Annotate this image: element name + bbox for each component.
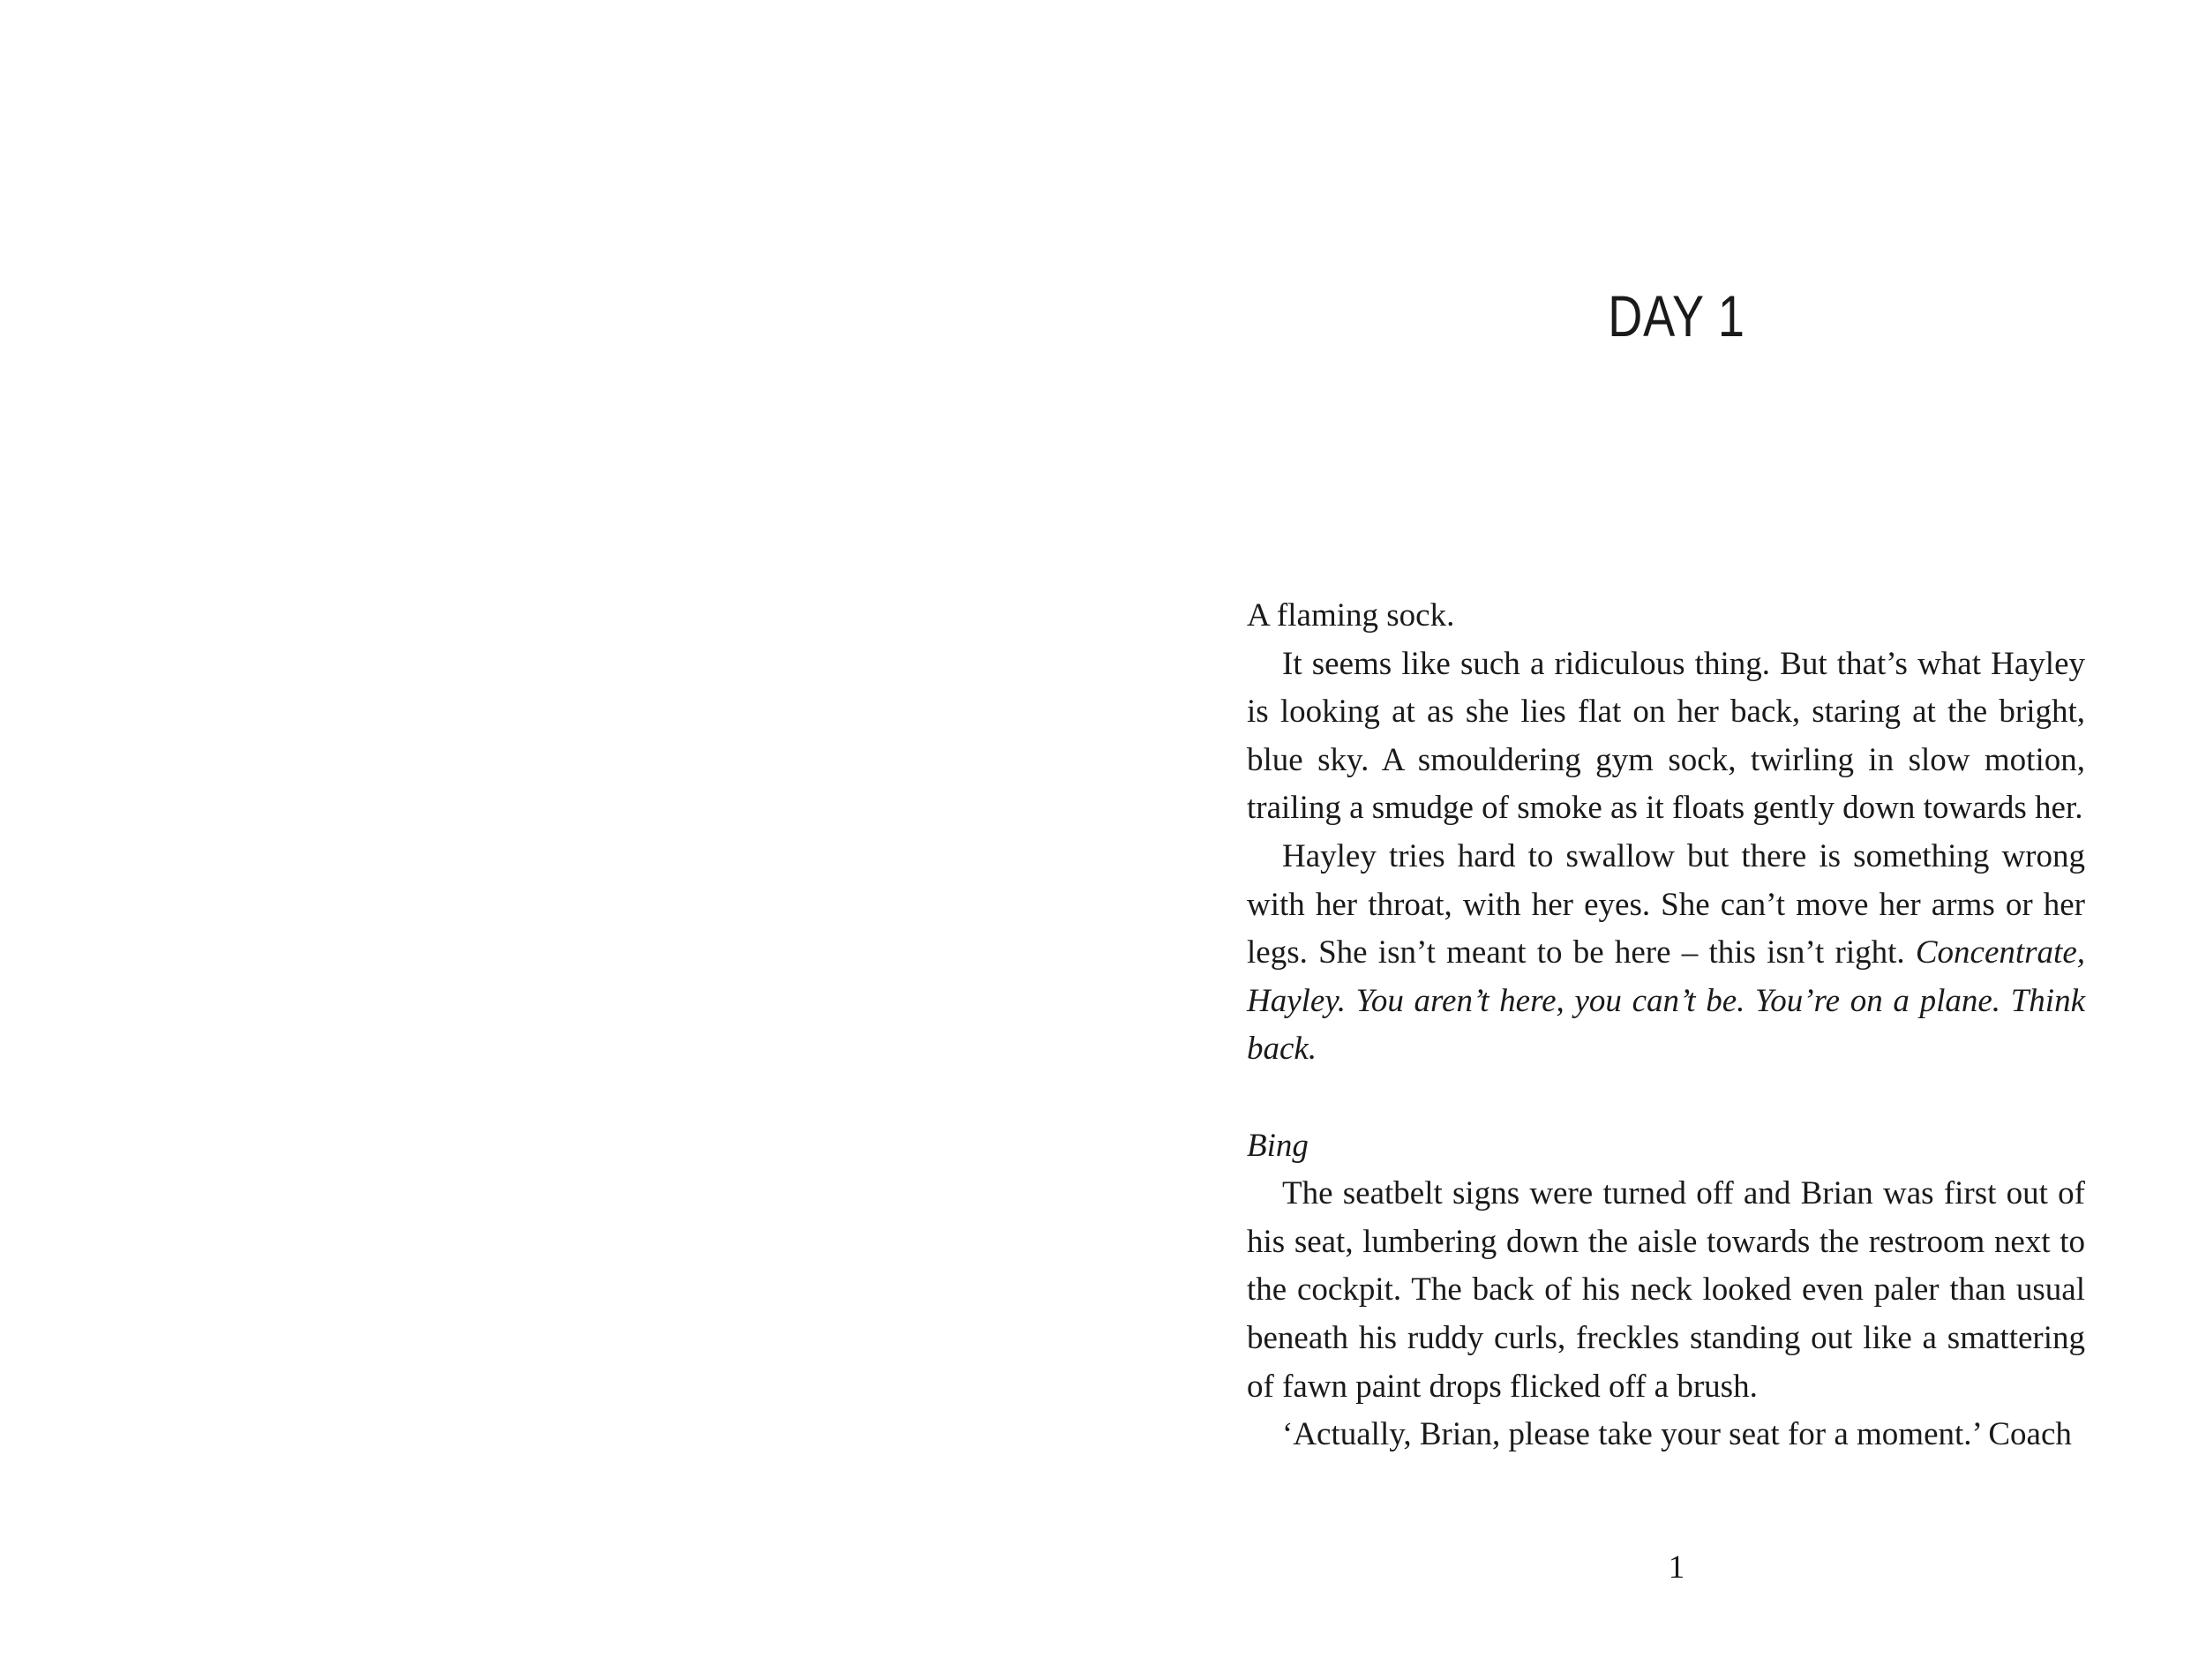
italic-thought: Concentrate, Hayley. You aren’t here, you can’t be. You’re on a plane. Think back. <box>1247 934 2085 1068</box>
paragraph: ‘Actually, Brian, please take your seat for a moment.’ Coach <box>1282 1416 2072 1453</box>
body-text <box>1247 592 2085 1459</box>
italic-sound-word: Bing <box>1247 1127 1309 1164</box>
chapter-title: DAY 1 <box>1608 283 1745 349</box>
page-number: 1 <box>1668 1549 1685 1586</box>
section-break <box>1247 1074 2085 1122</box>
paragraph: The seatbelt signs were turned off and Brian was first out of his seat, lumbering down the aisle towards the restroom next to the cockpit. The back of his neck looked even paler than usual beneath his ruddy curls, freckles standing out like a smattering of fawn paint drops flicked off a brush. <box>1247 1175 2085 1405</box>
paragraph <box>1247 833 2085 1074</box>
paragraph: It seems like such a ridiculous thing. But that’s what Hayley is looking at as she lies flat on her back, staring at the bright, blue sky. A smouldering gym sock, twirling in slow motion, trailing a smudge of smoke as it floats gently down towards her. <box>1247 645 2085 827</box>
paragraph-opening: A flaming sock. <box>1247 597 1455 634</box>
paragraph-text: Hayley tries hard to swallow but there is something wrong with her throat, with her eyes. She can’t move her arms or her legs. She isn’t meant to be here – this isn’t right. <box>1247 837 2085 971</box>
